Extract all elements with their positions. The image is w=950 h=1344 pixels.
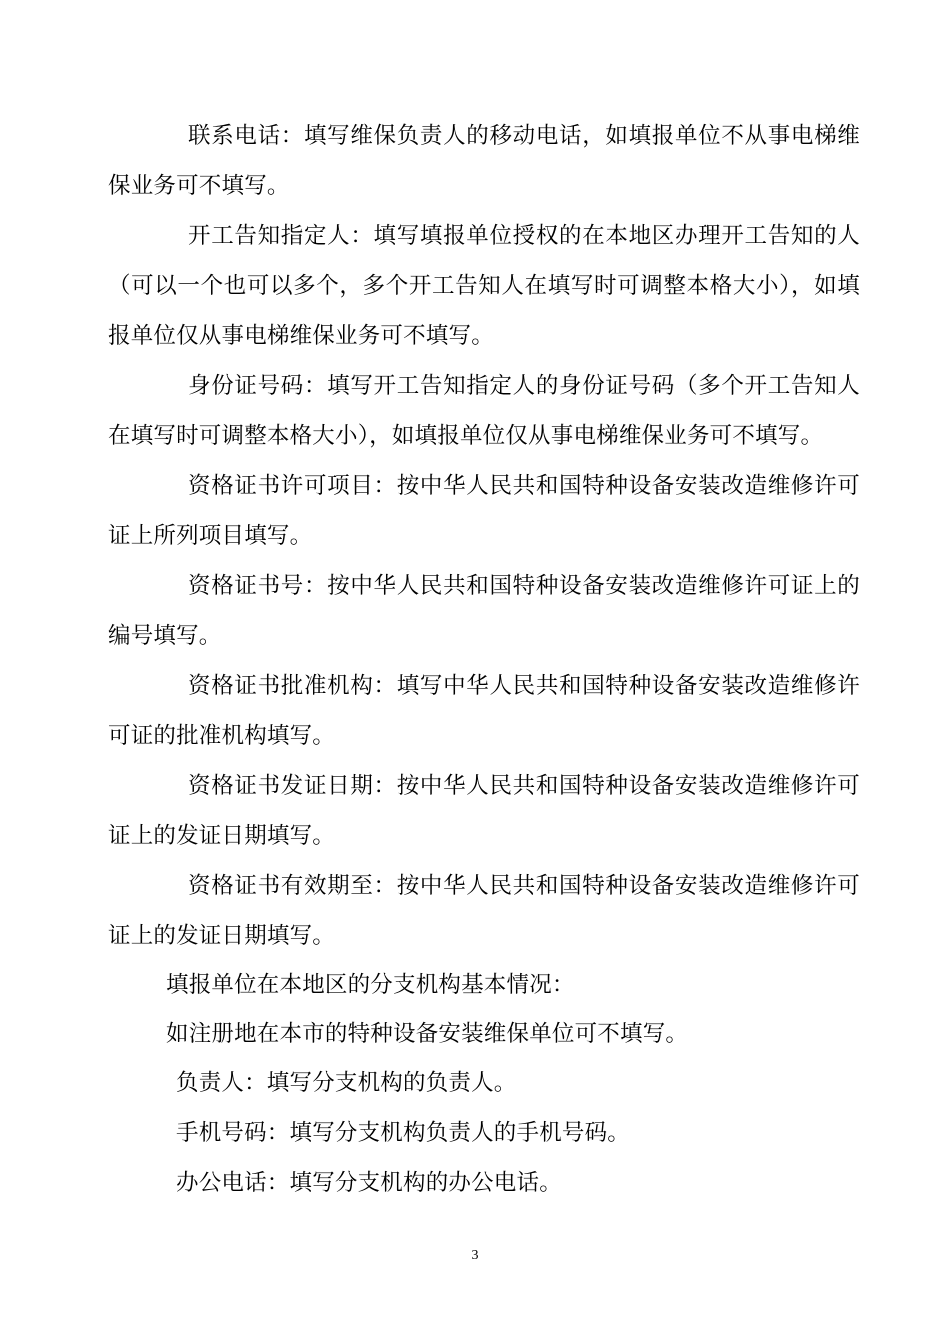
- paragraph-contact-phone: 联系电话：填写维保负责人的移动电话，如填报单位不从事电梯维保业务可不填写。: [108, 123, 860, 199]
- paragraph-issue-date: 资格证书发证日期：按中华人民共和国特种设备安装改造维修许可证上的发证日期填写。: [108, 773, 860, 849]
- page-number: 3: [471, 1248, 479, 1263]
- paragraph-designated-person: 开工告知指定人：填写填报单位授权的在本地区办理开工告知的人（可以一个也可以多个，多个开工告知人在填写时可调整本格大小），如填报单位仅从事电梯维保业务可不填写。: [108, 223, 860, 349]
- branch-item-office-phone: 办公电话：填写分支机构的办公电话。: [176, 1170, 562, 1196]
- paragraph-valid-until: 资格证书有效期至：按中华人民共和国特种设备安装改造维修许可证上的发证日期填写。: [108, 873, 860, 949]
- paragraph-license-items: 资格证书许可项目：按中华人民共和国特种设备安装改造维修许可证上所列项目填写。: [108, 473, 860, 549]
- branch-section-note: 如注册地在本市的特种设备安装维保单位可不填写。: [166, 1021, 689, 1047]
- branch-item-person-in-charge: 负责人：填写分支机构的负责人。: [176, 1070, 517, 1096]
- branch-section-heading: 填报单位在本地区的分支机构基本情况：: [166, 972, 575, 998]
- paragraph-license-number: 资格证书号：按中华人民共和国特种设备安装改造维修许可证上的编号填写。: [108, 573, 860, 649]
- paragraph-approval-authority: 资格证书批准机构：填写中华人民共和国特种设备安装改造维修许可证的批准机构填写。: [108, 673, 860, 749]
- paragraph-id-number: 身份证号码：填写开工告知指定人的身份证号码（多个开工告知人在填写时可调整本格大小），如填报单位仅从事电梯维保业务可不填写。: [108, 373, 860, 449]
- branch-item-mobile-number: 手机号码：填写分支机构负责人的手机号码。: [176, 1120, 631, 1146]
